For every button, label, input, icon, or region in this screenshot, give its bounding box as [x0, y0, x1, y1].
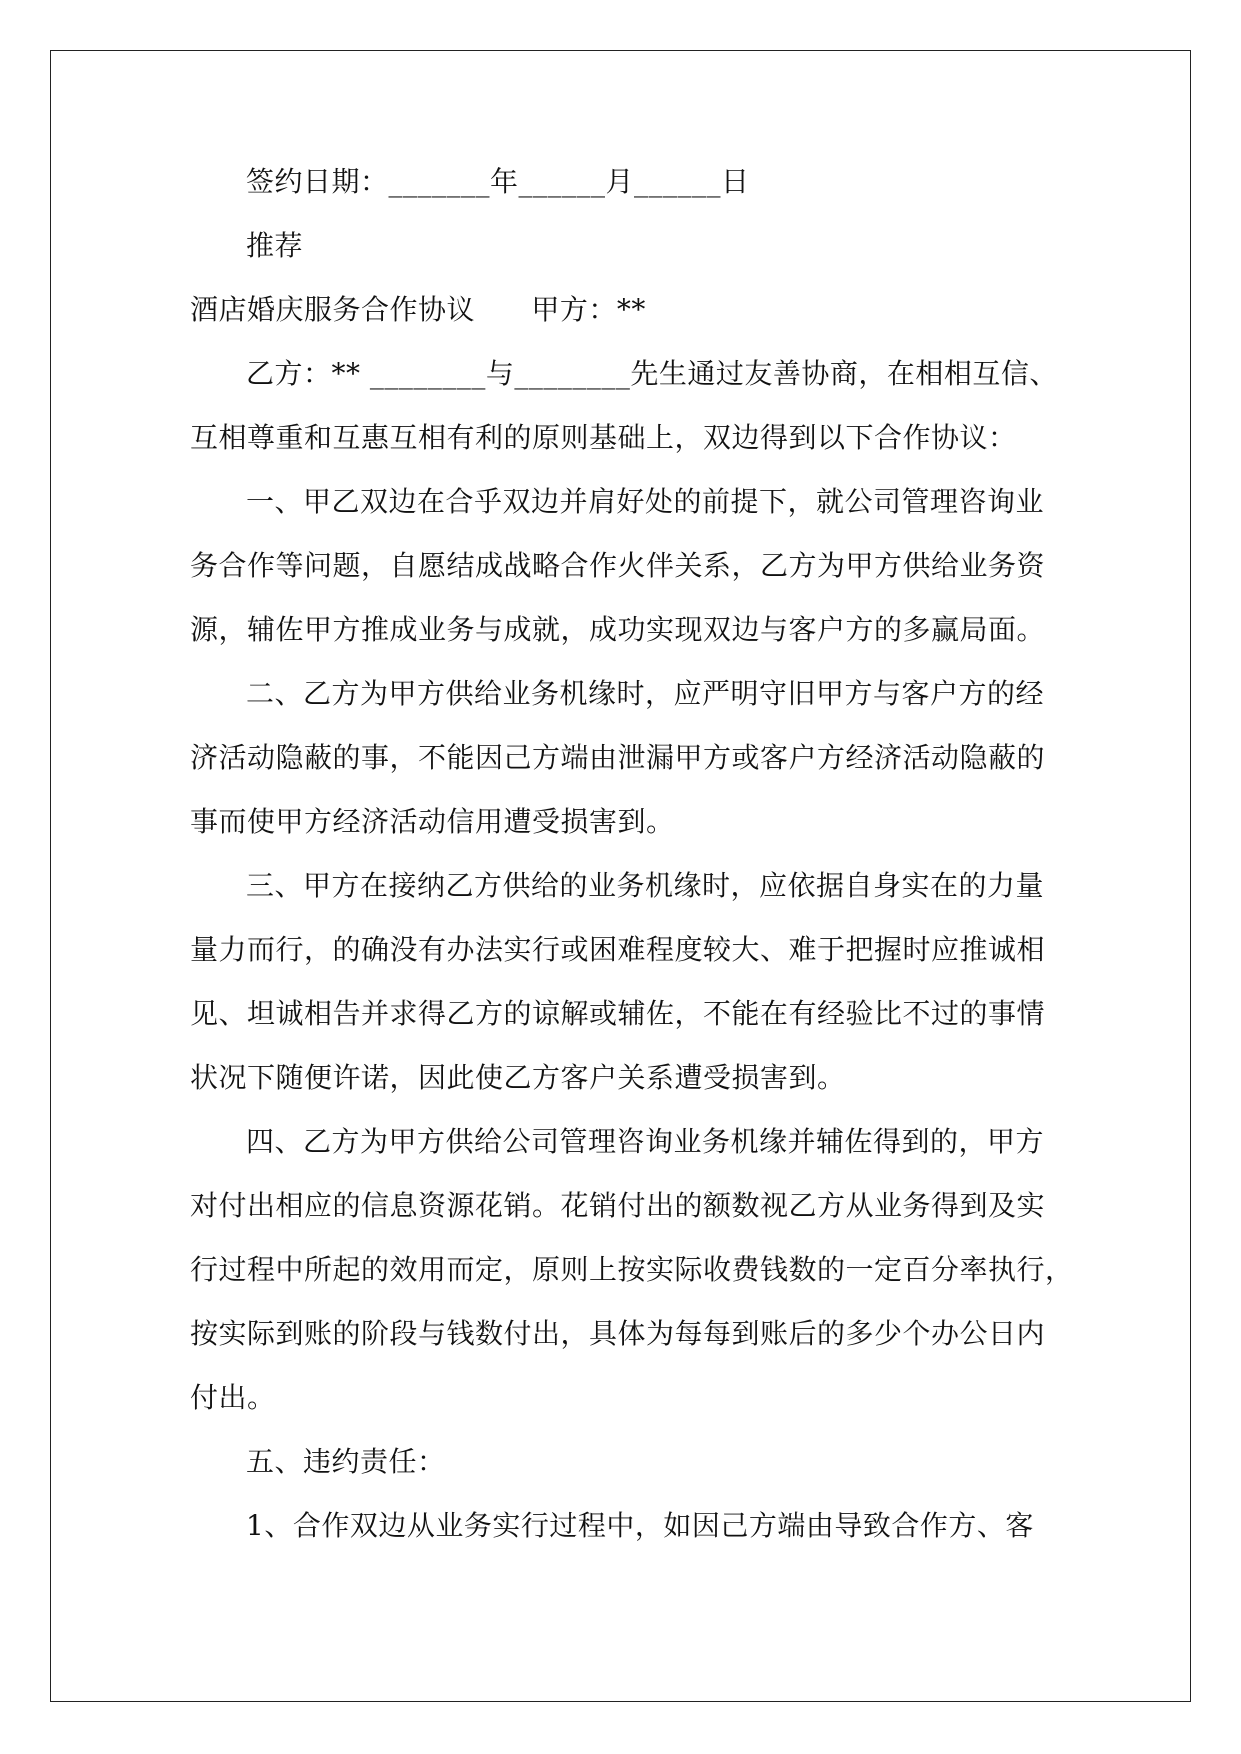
- paragraph-line: 互相尊重和互惠互相有利的原则基础上，双边得到以下合作协议：: [190, 421, 1017, 454]
- clause-four-line: 四、乙方为甲方供给公司管理咨询业务机缘并辅佐得到的，甲方: [246, 1125, 1045, 1158]
- clause-two-line: 济活动隐蔽的事，不能因己方端由泄漏甲方或客户方经济活动隐蔽的: [190, 741, 1046, 774]
- signing-date-line: 签约日期：_______年______月______日: [246, 165, 750, 198]
- clause-two-line: 事而使甲方经济活动信用遭受损害到。: [190, 805, 675, 838]
- clause-two-line: 二、乙方为甲方供给业务机缘时，应严明守旧甲方与客户方的经: [246, 677, 1045, 710]
- clause-one-line: 源，辅佐甲方推成业务与成就，成功实现双边与客户方的多赢局面。: [190, 613, 1046, 646]
- clause-four-line: 付出。: [190, 1381, 276, 1414]
- document-body: [190, 150, 1074, 1558]
- clause-five-heading: 五、违约责任：: [246, 1445, 446, 1478]
- recommend-label: 推荐: [246, 229, 304, 262]
- clause-four-line: 对付出相应的信息资源花销。花销付出的额数视乙方从业务得到及实: [190, 1189, 1046, 1222]
- clause-five-item-line: 1、合作双边从业务实行过程中，如因己方端由导致合作方、客: [246, 1509, 1034, 1542]
- document-title-line: 酒店婚庆服务合作协议 甲方：**: [190, 293, 646, 326]
- clause-three-line: 量力而行，的确没有办法实行或困难程度较大、难于把握时应推诚相: [190, 933, 1046, 966]
- clause-four-line: 行过程中所起的效用而定，原则上按实际收费钱数的一定百分率执行，: [190, 1253, 1074, 1286]
- clause-three-line: 状况下随便许诺，因此使乙方客户关系遭受损害到。: [190, 1061, 846, 1094]
- clause-one-line: 务合作等问题，自愿结成战略合作火伴关系，乙方为甲方供给业务资: [190, 549, 1046, 582]
- clause-three-line: 三、甲方在接纳乙方供给的业务机缘时，应依据自身实在的力量: [246, 869, 1045, 902]
- clause-three-line: 见、坦诚相告并求得乙方的谅解或辅佐，不能在有经验比不过的事情: [190, 997, 1046, 1030]
- clause-one-line: 一、甲乙双边在合乎双边并肩好处的前提下，就公司管理咨询业: [246, 485, 1045, 518]
- paragraph-line: 乙方：** ________与________先生通过友善协商，在相相互信、: [246, 357, 1058, 390]
- clause-four-line: 按实际到账的阶段与钱数付出，具体为每每到账后的多少个办公日内: [190, 1317, 1046, 1350]
